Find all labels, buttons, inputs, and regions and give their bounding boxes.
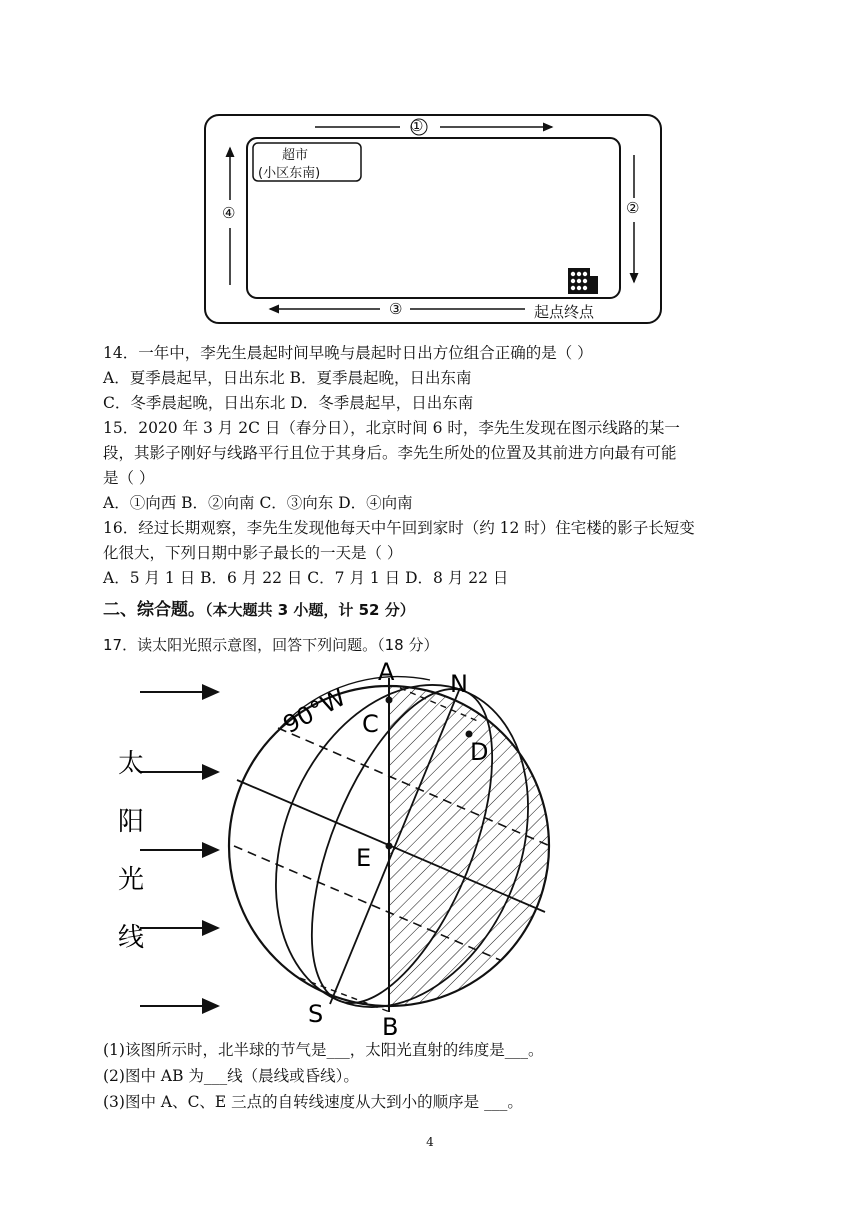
- q14-stem: 14．一年中，李先生晨起时间早晚与晨起时日出方位组合正确的是（ ）: [103, 344, 593, 362]
- q17-sub1: (1)该图所示时，北半球的节气是___，太阳光直射的纬度是___。: [103, 1041, 544, 1059]
- q14-options-ab: A．夏季晨起早，日出东北 B．夏季晨起晚，日出东南: [103, 369, 472, 387]
- route2-label: ②: [626, 199, 640, 217]
- sunlight-globe-diagram: [100, 660, 570, 1045]
- label-b: B: [382, 1013, 399, 1041]
- building-icon: [568, 268, 598, 294]
- point-e: [386, 843, 393, 850]
- sun-char-3: 光: [118, 865, 145, 895]
- sun-ray-arrows: [140, 692, 218, 1006]
- q16-line1: 16．经过长期观察，李先生发现他每天中午回到家时（约 12 时）住宅楼的影子长短变: [103, 519, 695, 537]
- start-end-label: 起点终点: [534, 303, 595, 321]
- section2-title: 二、综合题。: [103, 600, 205, 620]
- q17-sub2: (2)图中 AB 为___线（晨线或昏线）。: [103, 1067, 359, 1085]
- q15-options: A．①向西 B．②向南 C．③向东 D．④向南: [103, 494, 413, 512]
- point-d: [466, 731, 473, 738]
- route4-label: ④: [222, 204, 236, 222]
- supermarket-note: (小区东南): [258, 166, 321, 181]
- q15-line3: 是（ ）: [103, 469, 155, 487]
- q17-stem: 17．读太阳光照示意图，回答下列问题。（18 分）: [103, 636, 439, 654]
- q14-options-cd: C．冬季晨起晚，日出东北 D．冬季晨起早，日出东南: [103, 394, 474, 412]
- label-90w: 90°W: [278, 683, 351, 740]
- q16-options: A．5 月 1 日 B．6 月 22 日 C．7 月 1 日 D．8 月 22 日: [103, 569, 509, 587]
- label-c: C: [362, 710, 379, 738]
- section2-heading: [103, 595, 415, 620]
- label-s: S: [308, 1000, 324, 1028]
- sun-char-2: 阳: [118, 807, 145, 837]
- route-map-figure: [200, 110, 670, 330]
- label-d: D: [470, 738, 489, 766]
- label-a: A: [378, 660, 395, 686]
- q16-line2: 化很大，下列日期中影子最长的一天是（ ）: [103, 544, 403, 562]
- sun-char-4: 线: [118, 923, 145, 953]
- q17-sub3: (3)图中 A、C、E 三点的自转线速度从大到小的顺序是 ___。: [103, 1093, 523, 1111]
- q15-line1: 15．2020 年 3 月 2C 日（春分日），北京时间 6 时，李先生发现在图示线路的某一: [103, 419, 680, 437]
- label-n: N: [450, 670, 468, 698]
- supermarket-label: 超市: [282, 148, 309, 163]
- label-e: E: [356, 844, 372, 872]
- route1-label: ①: [410, 117, 424, 135]
- q15-line2: 段，其影子刚好与线路平行且位于其身后。李先生所处的位置及其前进方向最有可能: [103, 444, 677, 462]
- page-number: 4: [426, 1135, 434, 1149]
- point-c: [386, 697, 393, 704]
- sun-char-1: 太: [118, 749, 145, 779]
- section2-note: （本大题共 3 小题，计 52 分）: [205, 601, 415, 619]
- route3-label: ③: [389, 300, 403, 318]
